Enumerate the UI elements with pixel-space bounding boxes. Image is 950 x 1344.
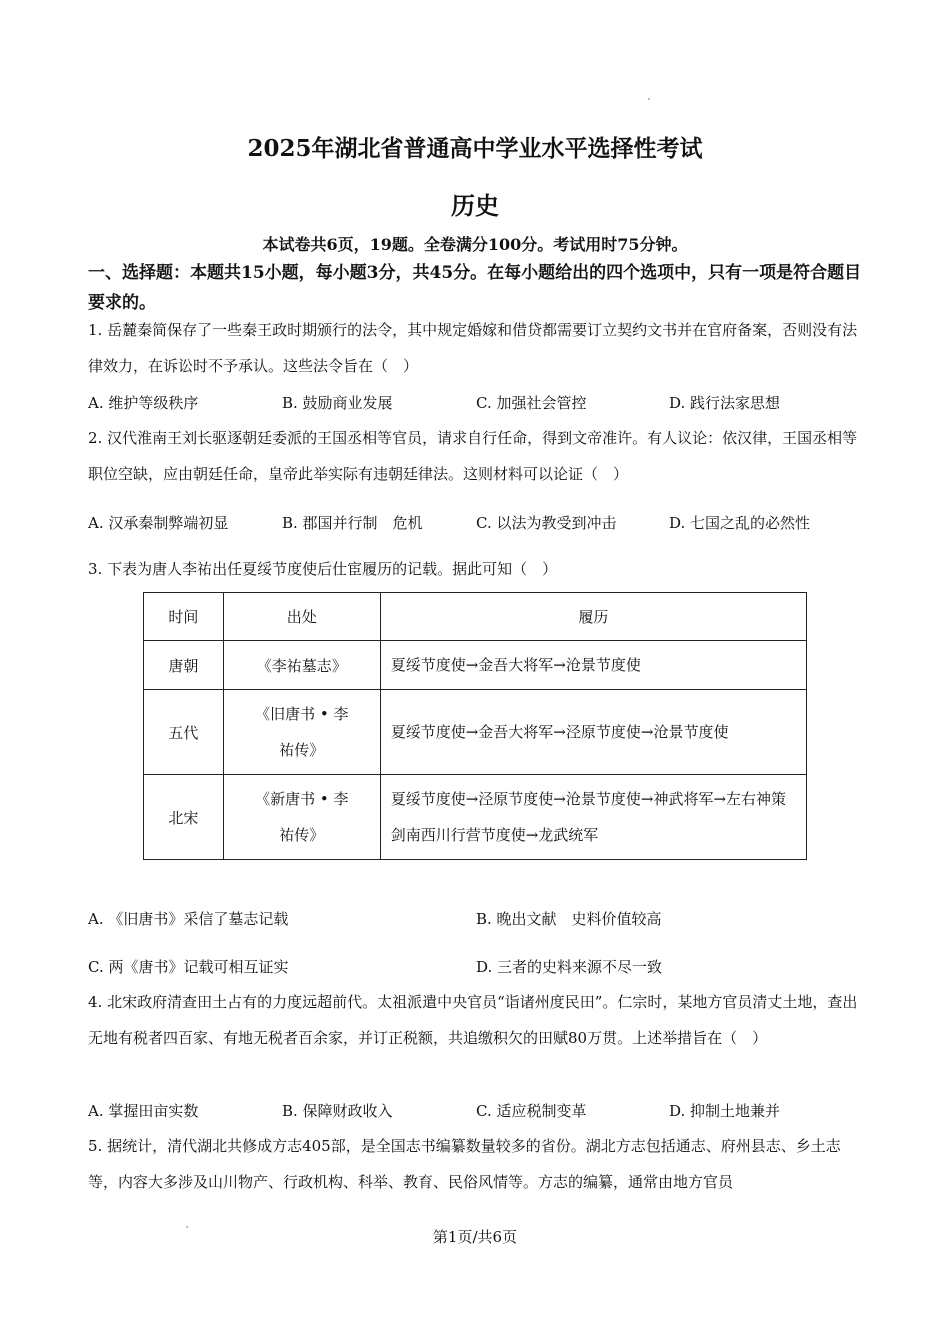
cell-career: 夏绥节度使→金吾大将军→沧景节度使 [380,641,806,690]
exam-note: 本试卷共6页，19题。全卷满分100分。考试用时75分钟。 [262,235,688,254]
section-heading: 一、选择题：本题共15小题，每小题3分，共45分。在每小题给出的四个选项中，只有一项是符合题目要求的。 [88,263,862,313]
cell-source: 《新唐书 • 李祐传》 [223,775,380,860]
cell-source: 《李祐墓志》 [223,641,380,690]
option-d[interactable]: D. 抑制土地兼并 [669,1102,781,1120]
option-a[interactable]: A. 掌握田亩实数 [88,1102,199,1120]
speck [648,98,650,100]
question-3-options-row1 [88,908,868,938]
table-row [144,690,807,775]
question-5-stem: 5. 据统计，清代湖北共修成方志405部，是全国志书编纂数量较多的省份。湖北方志包括通志、府州县志、乡土志等，内容大多涉及山川物产、行政机构、科举、教育、民俗风情等。方志的编纂，通常由地方官员 [88,1137,841,1191]
option-a[interactable]: A. 汉承秦制弊端初显 [88,514,229,532]
table-row [144,641,807,690]
question-1-options [88,392,868,422]
cell-source: 《旧唐书 • 李祐传》 [223,690,380,775]
cell-career: 夏绥节度使→金吾大将军→泾原节度使→沧景节度使 [380,690,806,775]
option-d[interactable]: D. 三者的史料来源不尽一致 [476,958,663,976]
option-d[interactable]: D. 践行法家思想 [669,394,781,412]
question-2-options [88,512,868,542]
cell-time: 五代 [144,690,224,775]
option-c[interactable]: C. 适应税制变革 [476,1102,587,1120]
option-d[interactable]: D. 七国之乱的必然性 [669,514,811,532]
option-c[interactable]: C. 两《唐书》记载可相互证实 [88,958,289,976]
question-2-stem: 2. 汉代淮南王刘长驱逐朝廷委派的王国丞相等官员，请求自行任命，得到文帝准许。有人议论：依汉律，王国丞相等职位空缺，应由朝廷任命，皇帝此举实际有违朝廷律法。这则材料可以论证（ ） [88,429,858,483]
header-time: 时间 [144,593,224,641]
option-c[interactable]: C. 以法为教受到冲击 [476,514,617,532]
header-source: 出处 [223,593,380,641]
exam-title: 2025年湖北省普通高中学业水平选择性考试 [247,135,703,162]
option-b[interactable]: B. 保障财政收入 [282,1102,393,1120]
cell-career: 夏绥节度使→泾原节度使→沧景节度使→神武将军→左右神策剑南西川行营节度使→龙武统军 [380,775,806,860]
cell-time: 北宋 [144,775,224,860]
cell-time: 唐朝 [144,641,224,690]
page-footer: 第1页/共6页 [432,1228,518,1246]
table-row [144,775,807,860]
option-a[interactable]: A. 《旧唐书》采信了墓志记载 [88,910,289,928]
career-table [143,592,807,860]
question-3-options-row2 [88,956,868,986]
table-header-row [144,593,807,641]
subject-title: 历史 [451,191,499,220]
option-c[interactable]: C. 加强社会管控 [476,394,587,412]
question-3-stem: 3. 下表为唐人李祐出任夏绥节度使后仕宦履历的记载。据此可知（ ） [88,560,558,578]
question-4-options [88,1100,868,1130]
option-a[interactable]: A. 维护等级秩序 [88,394,199,412]
question-4-stem: 4. 北宋政府清查田土占有的力度远超前代。太祖派遣中央官员“诣诸州度民田”。仁宗时，某地方官员清丈土地，查出无地有税者四百家、有地无税者百余家，并订正税额，共追缴积欠的田赋80万贯。上述举措旨在（ ） [88,993,858,1047]
option-b[interactable]: B. 晚出文献 史料价值较高 [476,910,662,928]
header-career: 履历 [380,593,806,641]
option-b[interactable]: B. 郡国并行制 危机 [282,514,423,532]
question-1-stem: 1. 岳麓秦简保存了一些秦王政时期颁行的法令，其中规定婚嫁和借贷都需要订立契约文书并在官府备案，否则没有法律效力，在诉讼时不予承认。这些法令旨在（ ） [88,321,858,375]
option-b[interactable]: B. 鼓励商业发展 [282,394,393,412]
